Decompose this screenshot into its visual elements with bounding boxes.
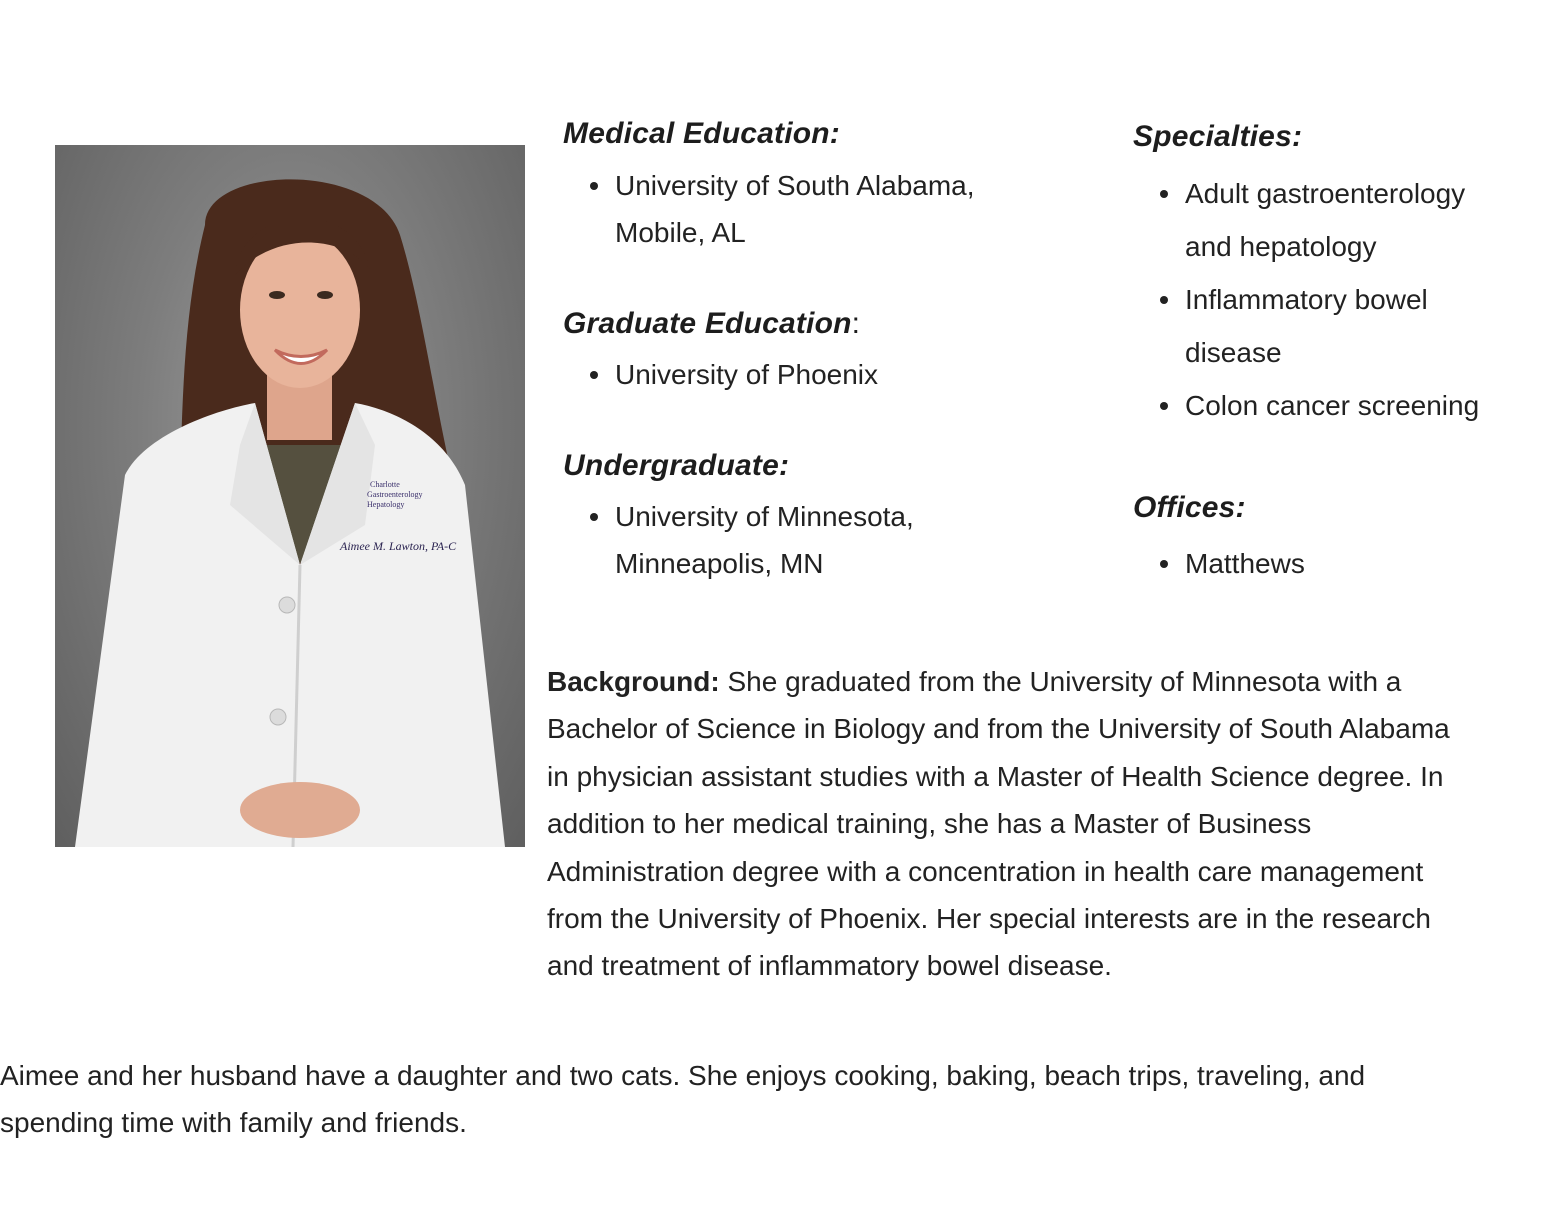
personal-line: spending time with family and friends. bbox=[0, 1107, 467, 1139]
background-line: and treatment of inflammatory bowel disease. bbox=[547, 950, 1112, 982]
background-line: from the University of Phoenix. Her special interests are in the research bbox=[547, 903, 1431, 935]
offices-list bbox=[1133, 537, 1533, 590]
list-item-text: Adult gastroenterology bbox=[1185, 178, 1466, 209]
list-item-text: Inflammatory bowel bbox=[1185, 284, 1428, 315]
graduate-education-colon: : bbox=[851, 307, 861, 340]
personal-paragraph bbox=[0, 1052, 1540, 1147]
background-paragraph bbox=[547, 658, 1542, 990]
list-item-text: Colon cancer screening bbox=[1185, 390, 1480, 421]
list-item-text: disease bbox=[1185, 337, 1282, 368]
embroidery-line-2: Gastroenterology bbox=[367, 490, 423, 499]
embroidery-name: Aimee M. Lawton, PA-C bbox=[340, 539, 457, 553]
list-item bbox=[563, 493, 1083, 587]
medical-education-list bbox=[563, 162, 1083, 256]
list-item-text: University of South Alabama, bbox=[615, 170, 975, 201]
list-item-text: and hepatology bbox=[1185, 231, 1377, 262]
graduate-education-list bbox=[563, 351, 1083, 398]
background-label: Background: bbox=[547, 666, 720, 697]
list-item bbox=[1133, 167, 1533, 273]
specialties-heading: Specialties: bbox=[1133, 120, 1303, 153]
portrait-illustration bbox=[55, 145, 525, 847]
list-item: Matthews bbox=[1133, 537, 1533, 590]
list-item: University of Phoenix bbox=[563, 351, 1083, 398]
list-item-text: Minneapolis, MN bbox=[615, 548, 824, 579]
list-item bbox=[563, 162, 1083, 256]
background-line: Bachelor of Science in Biology and from the University of South Alabama bbox=[547, 713, 1450, 745]
embroidery-line-1: Charlotte bbox=[370, 480, 400, 489]
undergraduate-heading: Undergraduate: bbox=[563, 449, 790, 482]
background-line: Administration degree with a concentration in health care management bbox=[547, 855, 1424, 887]
list-item bbox=[1133, 379, 1533, 432]
background-line: addition to her medical training, she has a Master of Business bbox=[547, 808, 1312, 840]
list-item-text: University of Minnesota, bbox=[615, 501, 914, 532]
graduate-education-heading bbox=[563, 307, 860, 341]
embroidery-line-3: Hepatology bbox=[367, 500, 405, 509]
specialties-list bbox=[1133, 167, 1533, 432]
medical-education-heading: Medical Education: bbox=[563, 117, 840, 150]
list-item bbox=[1133, 273, 1533, 379]
list-item-text: Mobile, AL bbox=[615, 217, 746, 248]
undergraduate-list bbox=[563, 493, 1083, 587]
background-line: in physician assistant studies with a Master of Health Science degree. In bbox=[547, 760, 1444, 792]
personal-line: Aimee and her husband have a daughter and two cats. She enjoys cooking, baking, beach trips, traveling, and bbox=[0, 1060, 1366, 1091]
profile-photo bbox=[55, 145, 525, 847]
background-line: She graduated from the University of Minnesota with a bbox=[719, 666, 1402, 697]
offices-heading: Offices: bbox=[1133, 491, 1246, 524]
graduate-education-title: Graduate Education bbox=[563, 307, 852, 340]
